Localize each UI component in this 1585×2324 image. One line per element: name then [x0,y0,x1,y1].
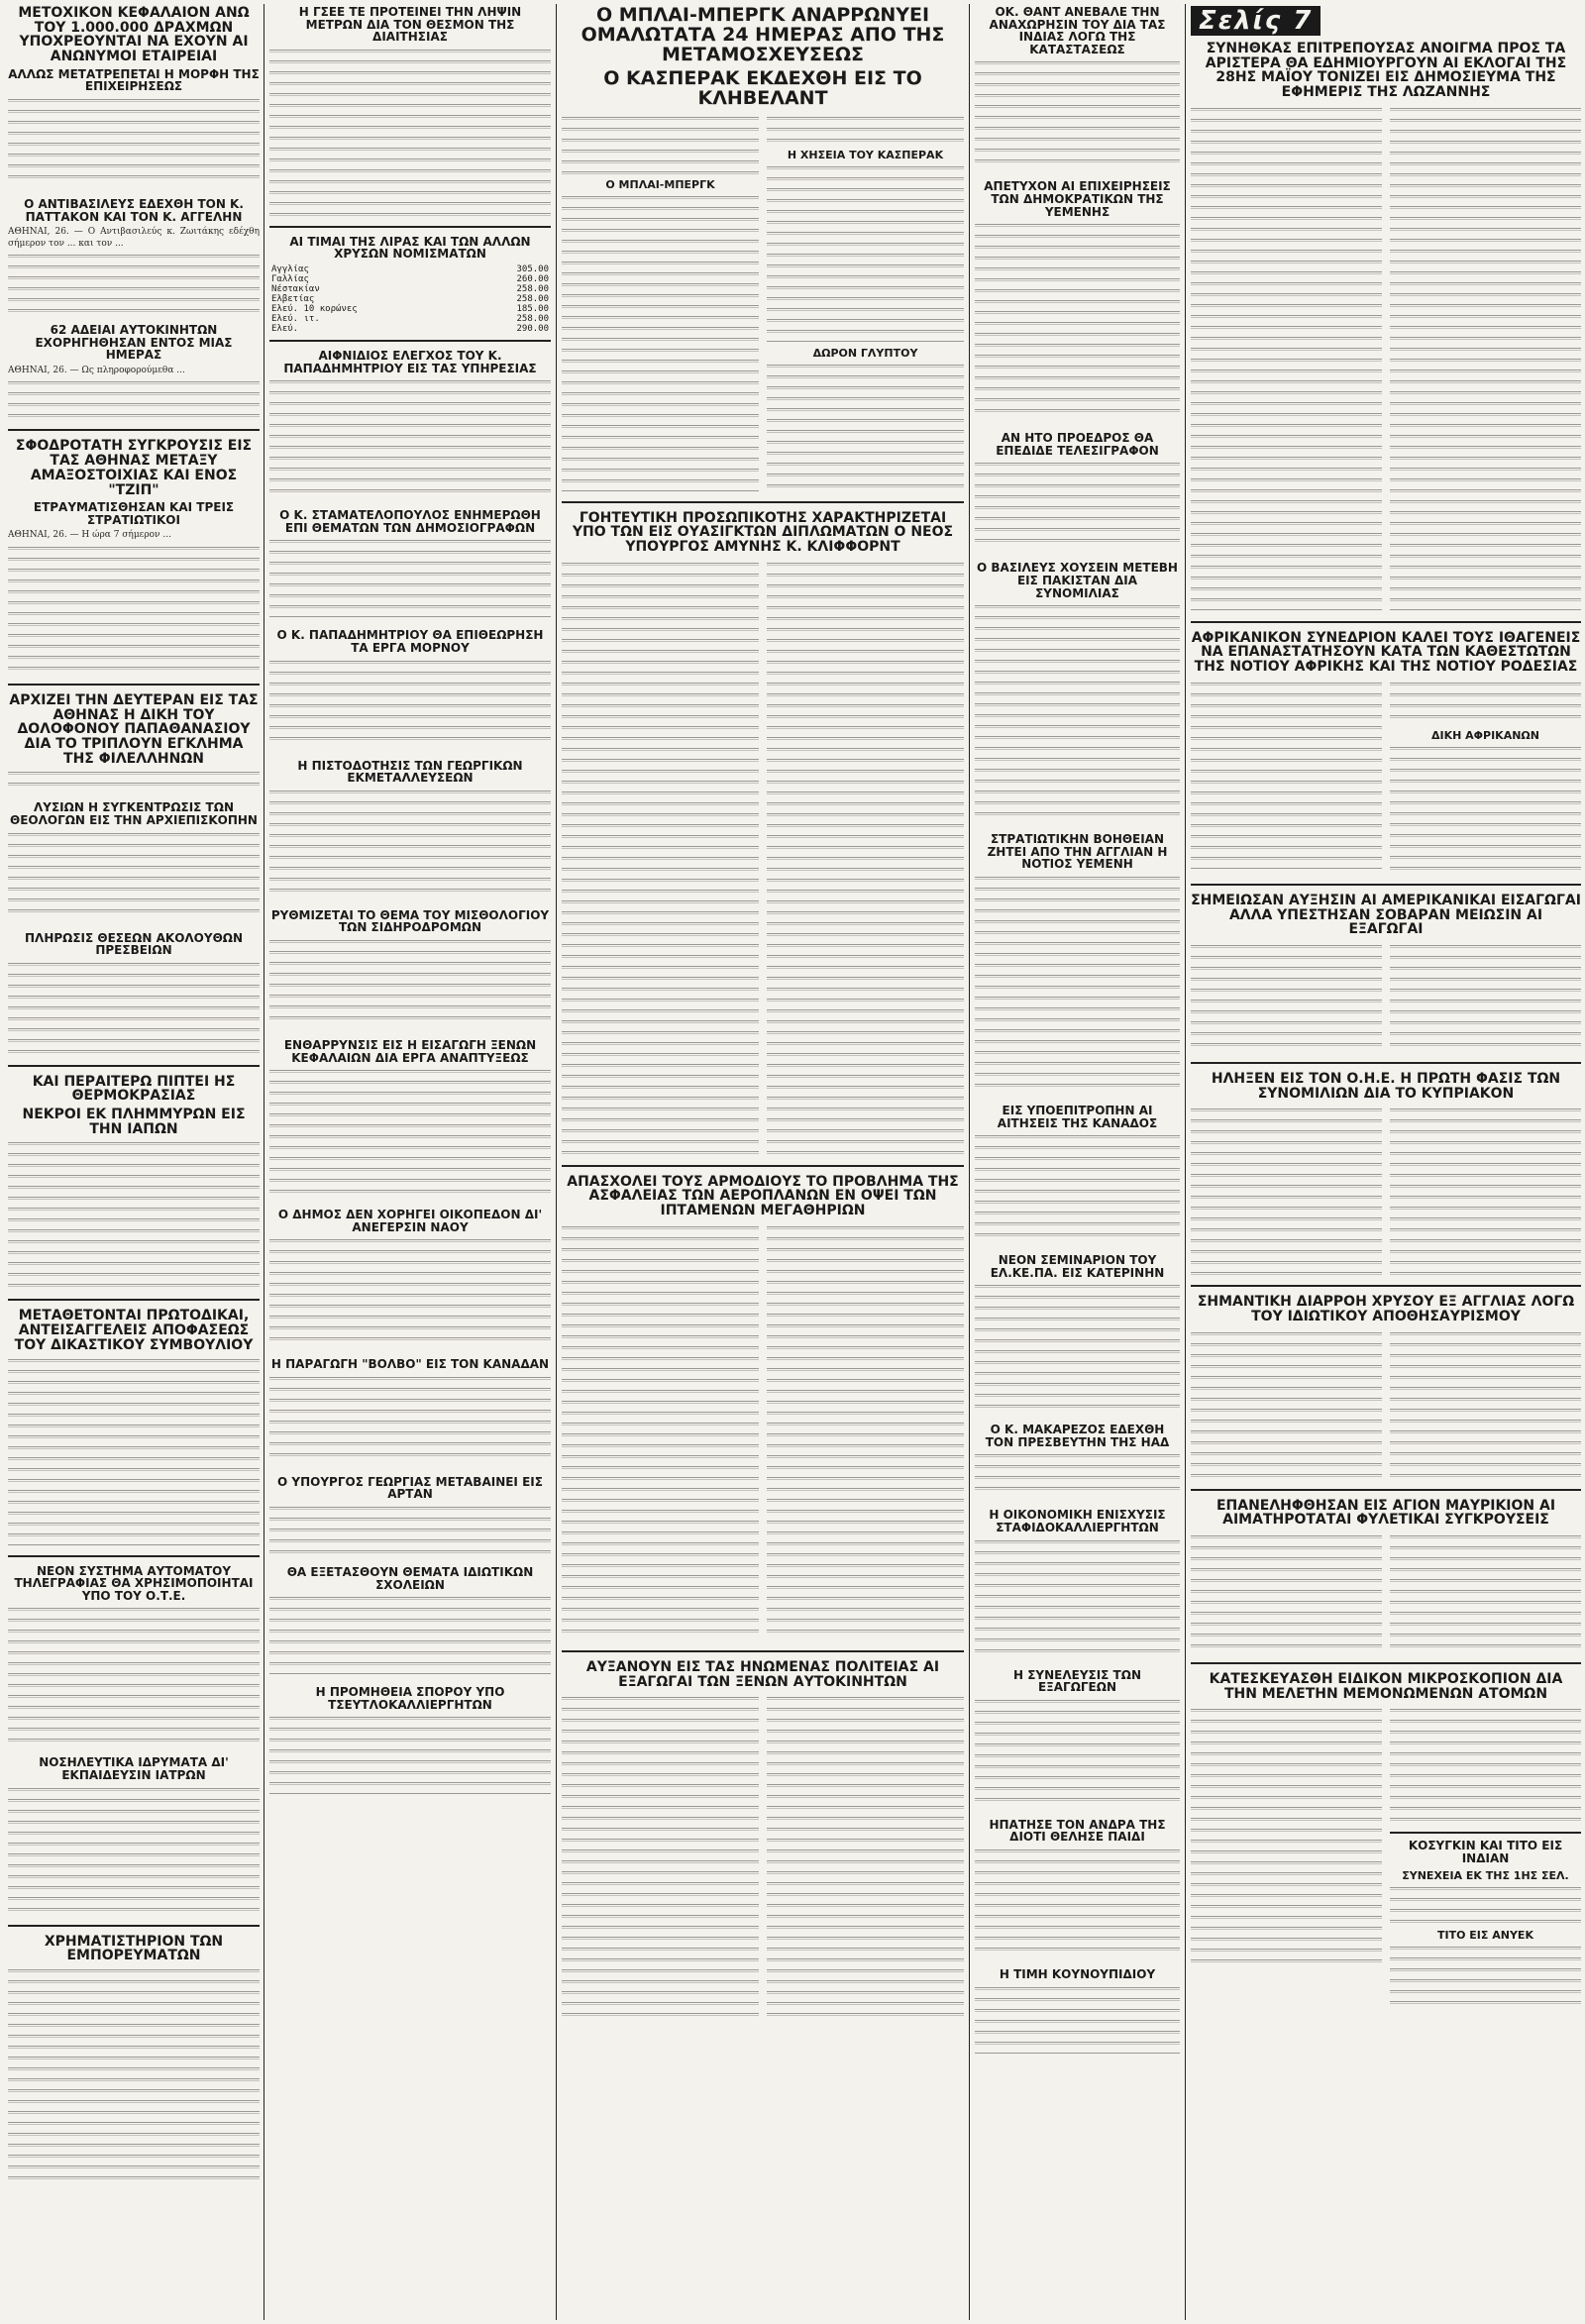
story-columns [562,559,964,1159]
story-column [767,1222,964,1644]
article-text [8,1357,260,1545]
section-subheading: Η ΧΗΣΕΙΑ ΤΟΥ ΚΑΣΠΕΡΑΚ [787,148,944,161]
story-elections [1191,40,1581,615]
subheadline: ΝΕΚΡΟΙ ΕΚ ΠΛΗΜΜΥΡΩΝ ΕΙΣ ΤΗΝ ΙΑΠΩΝ [22,1107,246,1137]
article-text [767,115,964,145]
headline: ΚΟΣΥΓΚΙΝ ΚΑΙ ΤΙΤΟ ΕΙΣ ΙΝΔΙΑΝ [1408,1839,1563,1865]
headline: ΑΥΞΑΝΟΥΝ ΕΙΣ ΤΑΣ ΗΝΩΜΕΝΑΣ ΠΟΛΙΤΕΙΑΣ ΑΙ ΕΞΑΓΩΓΑΙ ΤΩΝ ΞΕΝΩΝ ΑΥΤΟΚΙΝΗΤΩΝ [585,1658,940,1690]
story-columns [1191,679,1581,878]
article-text [269,1237,551,1346]
story-columns [562,1693,964,2026]
story-seminar [975,1252,1180,1416]
article-text [1390,1107,1581,1275]
article-text [1390,745,1581,874]
column-rule [969,4,970,2320]
column-1 [8,4,260,2320]
story-us-trade [1191,892,1581,1056]
article-lead: ΑΘΗΝΑΙ, 26. — Ως πληροφορούμεθα ... [8,365,185,375]
headline: Ο Κ. ΣΤΑΜΑΤΕΛΟΠΟΥΛΟΣ ΕΝΗΜΕΡΩΘΗ ΕΠΙ ΘΕΜΑΤΩΝ ΤΩΝ ΔΗΜΟΣΙΟΓΡΑΦΩΝ [279,508,541,535]
article-text [8,1786,260,1915]
headline: Η ΠΙΣΤΟΔΟΤΗΣΙΣ ΤΩΝ ΓΕΩΡΓΙΚΩΝ ΕΚΜΕΤΑΛΛΕΥΣΕΩΝ [297,758,523,786]
story-journalists [269,507,551,621]
gold-price-row [269,324,551,334]
article-text [8,1967,260,2185]
headline: ΜΕΤΑΘΕΤΟΝΤΑΙ ΠΡΩΤΟΔΙΚΑΙ, ΑΝΤΕΙΣΑΓΓΕΛΕΙΣ ΑΠΟΦΑΣΕΩΣ ΤΟΥ ΔΙΚΑΣΤΙΚΟΥ ΣΥΜΒΟΥΛΙΟΥ [14,1308,254,1353]
headline: ΡΥΘΜΙΖΕΤΑΙ ΤΟ ΘΕΜΑ ΤΟΥ ΜΙΣΘΟΛΟΓΙΟΥ ΤΩΝ ΣΙΔΗΡΟΔΡΟΜΩΝ [270,907,550,935]
story-column [562,1693,759,2026]
story-south-yemen [975,831,1180,1097]
coin-price: 258.00 [516,283,549,294]
story-columns [1191,941,1581,1056]
story-column [562,113,759,495]
divider [8,1299,260,1301]
article-text [269,538,551,617]
column-3 [562,4,964,2320]
gold-price-row [269,304,551,314]
article-text [1191,106,1382,611]
divider [8,1555,260,1557]
coin-name: Ελεύ. [271,323,299,334]
story-arta [269,1474,551,1558]
section-subheading: ΣΥΝΕΧΕΙΑ ΕΚ ΤΗΣ 1ΗΣ ΣΕΛ. [1402,1868,1569,1882]
article-text [975,222,1180,420]
story-column [1191,1705,1382,2007]
article-text [1191,1330,1382,1479]
story-gold-prices [269,234,551,334]
headline: Ο Κ. ΠΑΠΑΔΗΜΗΤΡΙΟΥ ΘΑ ΕΠΙΘΕΩΡΗΣΗ ΤΑ ΕΡΓΑ ΜΟΡΝΟΥ [276,628,544,655]
divider [269,340,551,342]
headline: ΑΦΡΙΚΑΝΙΚΟΝ ΣΥΝΕΔΡΙΟΝ ΚΑΛΕΙ ΤΟΥΣ ΙΘΑΓΕΝΕΙΣ ΝΑ ΕΠΑΝΑΣΤΑΤΗΣΟΥΝ ΚΑΤΑ ΤΩΝ ΚΑΘΕΣΤΩΤΩΝ ΤΗΣ ΝΟΤΙΟΥ ΑΦΡΙΚΗΣ ΚΑΙ ΤΗΣ ΝΟΤΙΟΥ ΡΟΔΕΣΙΑΣ [1191,629,1581,676]
coin-price: 185.00 [516,303,549,314]
story-columns [1191,104,1581,615]
article-text [1390,1533,1581,1652]
divider [8,1925,260,1927]
article-text [8,831,260,920]
page-number: Σελίς 7 [1191,6,1321,36]
article-text [1390,1945,1581,2004]
story-gold-drain [1191,1293,1581,1482]
headline: ΛΥΣΙΩΝ Η ΣΥΓΚΕΝΤΡΩΣΙΣ ΤΩΝ ΘΕΟΛΟΓΩΝ ΕΙΣ ΤΗΝ ΑΡΧΙΕΠΙΣΚΟΠΗΝ [10,800,258,827]
article-text [975,1698,1180,1807]
article-text [975,1283,1180,1412]
headline: ΠΛΗΡΩΣΙΣ ΘΕΣΕΩΝ ΑΚΟΛΟΥΘΩΝ ΠΡΕΣΒΕΙΩΝ [24,930,244,958]
article-text [8,770,260,790]
divider [562,1165,964,1167]
headline: Ο ΥΠΟΥΡΓΟΣ ΓΕΩΡΓΙΑΣ ΜΕΤΑΒΑΙΝΕΙ ΕΙΣ ΑΡΤΑΝ [277,1474,543,1502]
story-yemen [975,178,1180,424]
article-text [1390,1707,1581,1826]
headline: 62 ΑΔΕΙΑΙ ΑΥΤΟΚΙΝΗΤΩΝ ΕΧΟΡΗΓΗΘΗΣΑΝ ΕΝΤΟΣ ΜΙΑΣ ΗΜΕΡΑΣ [35,323,233,363]
story-hospitals [8,1754,260,1918]
article-text [269,659,551,748]
coin-price: 258.00 [516,313,549,324]
headline: ΚΑΙ ΠΕΡΑΙΤΕΡΩ ΠΙΠΤΕΙ ΗΣ ΘΕΡΜΟΚΡΑΣΙΑΣ [32,1073,236,1105]
story-clifford [562,509,964,1159]
article-lead: ΑΘΗΝΑΙ, 26. — Η ώρα 7 σήμερον ... [8,530,171,541]
story-car-imports [562,1658,964,2026]
story-columns [562,1222,964,1644]
story-capital [8,4,260,190]
story-columns [1191,1532,1581,1656]
headline: ΑΡΧΙΖΕΙ ΤΗΝ ΔΕΥΤΕΡΑΝ ΕΙΣ ΤΑΣ ΑΘΗΝΑΣ Η ΔΙΚΗ ΤΟΥ ΔΟΛΟΦΟΝΟΥ ΠΑΠΑΘΑΝΑΣΙΟΥ ΔΙΑ ΤΟ ΤΡΙΠΛΟΥΝ ΕΓΚΛΗΜΑ ΤΗΣ ΦΙΛΕΛΛΗΝΩΝ [9,691,259,767]
headline: ΘΑ ΕΞΕΤΑΣΘΟΥΝ ΘΕΜΑΤΑ ΙΔΙΩΤΙΚΩΝ ΣΧΟΛΕΙΩΝ [286,1565,534,1592]
story-columns [1191,1705,1581,2007]
article-text [562,561,759,1155]
article-text [1390,1885,1581,1925]
story-embassies [8,930,260,1059]
headline: ΗΛΗΞΕΝ ΕΙΣ ΤΟΝ Ο.Η.Ε. Η ΠΡΩΤΗ ΦΑΣΙΣ ΤΩΝ ΣΥΝΟΜΙΛΙΩΝ ΔΙΑ ΤΟ ΚΥΠΡΙΑΚΟΝ [1211,1070,1561,1102]
story-blaiberg [562,4,964,495]
headline: ΜΕΤΟΧΙΚΟΝ ΚΕΦΑΛΑΙΟΝ ΑΝΩ ΤΟΥ 1.000.000 ΔΡΑΧΜΩΝ ΥΠΟΧΡΕΟΥΝΤΑΙ ΝΑ ΕΧΟΥΝ ΑΙ ΑΝΩΝΥΜΟΙ ΕΤΑΙΡΕΙΑΙ [18,5,250,65]
coin-name: Ελβετίας [271,293,315,304]
divider [562,1650,964,1652]
headline: ΣΗΜΑΝΤΙΚΗ ΔΙΑΡΡΟΗ ΧΡΥΣΟΥ ΕΞ ΑΓΓΛΙΑΣ ΛΟΓΩ ΤΟΥ ΙΔΙΩΤΙΚΟΥ ΑΠΟΘΗΣΑΥΡΙΣΜΟΥ [1197,1294,1575,1324]
story-mornos [269,627,551,751]
section-subheading: ΤΙΤΟ ΕΙΣ ΑΝΥΕΚ [1437,1928,1533,1942]
story-trial [8,691,260,793]
story-column [767,559,964,1159]
gold-price-row [269,264,551,274]
headline: ΚΑΤΕΣΚΕΥΑΣΘΗ ΕΙΔΙΚΟΝ ΜΙΚΡΟΣΚΟΠΙΟΝ ΔΙΑ ΤΗΝ ΜΕΛΕΤΗΝ ΜΕΜΟΝΩΜΕΝΩΝ ΑΤΟΜΩΝ [1209,1671,1563,1702]
divider [8,1065,260,1067]
headline: Η ΟΙΚΟΝΟΜΙΚΗ ΕΝΙΣΧΥΣΙΣ ΣΤΑΦΙΔΟΚΑΛΛΙΕΡΓΗΤΩΝ [989,1508,1166,1535]
story-column [1191,1532,1382,1656]
article-text [269,1375,551,1464]
headline: ΣΥΝΗΘΚΑΣ ΕΠΙΤΡΕΠΟΥΣΑΣ ΑΝΟΙΓΜΑ ΠΡΟΣ ΤΑ ΑΡΙΣΤΕΡΑ ΘΑ ΕΔΗΜΙΟΥΡΓΟΥΝ ΑΙ ΕΚΛΟΓΑΙ ΤΗΣ 28ΗΣ ΜΑΪΟΥ ΤΟΝΙΖΕΙ ΕΙΣ ΔΗΜΟΣΙΕΥΜΑ ΤΗΣ ΕΦΗΜΕΡΙΣ ΤΗΣ ΛΩΖΑΝΝΗΣ [1205,41,1567,101]
article-text [562,1224,759,1640]
story-column [1191,941,1382,1056]
article-text [767,164,964,343]
story-column [562,559,759,1159]
headline: Η ΠΡΟΜΗΘΕΙΑ ΣΠΟΡΟΥ ΥΠΟ ΤΣΕΥΤΛΟΚΑΛΛΙΕΡΓΗΤΩΝ [315,1685,505,1712]
headline: ΕΙΣ ΥΠΟΕΠΙΤΡΟΠΗΝ ΑΙ ΑΙΤΗΣΕΙΣ ΤΗΣ ΚΑΝΑΔΟΣ [997,1103,1158,1130]
headline: Η ΣΥΝΕΛΕΥΣΙΣ ΤΩΝ ΕΞΑΓΩΓΕΩΝ [1013,1667,1141,1695]
story-column [1390,1328,1581,1483]
story-theologians [8,799,260,923]
story-judges [8,1307,260,1548]
headline: Η ΤΙΜΗ ΚΟΥΝΟΥΠΙΔΙΟΥ [999,1967,1156,1982]
story-column [767,113,964,495]
article-text [767,561,964,1155]
story-wife [975,1817,1180,1960]
story-column [767,1693,964,2026]
coin-name: Γαλλίας [271,273,309,284]
coin-name: Ελεύ. ιτ. [271,313,320,324]
story-makarezos [975,1422,1180,1501]
divider [1390,1832,1581,1834]
column-rule [1185,4,1186,2320]
section-subheading: ΔΩΡΟΝ ΓΛΥΠΤΟΥ [812,346,918,360]
subheadline: ΕΤΡΑΥΜΑΤΙΣΘΗΣΑΝ ΚΑΙ ΤΡΕΙΣ ΣΤΡΑΤΙΩΤΙΚΟΙ [33,500,235,527]
coin-name: Νέστακίαν [271,283,320,294]
headline: Ο Κ. ΜΑΚΑΡΕΖΟΣ ΕΔΕΧΘΗ ΤΟΝ ΠΡΕΣΒΕΥΤΗΝ ΤΗΣ ΗΑΔ [985,1423,1170,1449]
article-text [269,1595,551,1674]
story-railways [269,907,551,1031]
headline: Ο ΒΑΣΙΛΕΥΣ ΧΟΥΣΕΙΝ ΜΕΤΕΒΗ ΕΙΣ ΠΑΚΙΣΤΑΝ ΔΙΑ ΣΥΝΟΜΙΛΙΑΣ [977,561,1178,600]
story-gsee [269,4,551,220]
article-text [767,363,964,491]
article-text [269,378,551,497]
divider [1191,1062,1581,1064]
coin-price: 258.00 [516,293,549,304]
story-canada [975,1103,1180,1246]
divider [1191,884,1581,886]
article-text [975,603,1180,821]
article-text [562,115,759,174]
headline: ΑΙΦΝΙΔΙΟΣ ΕΛΕΓΧΟΣ ΤΟΥ Κ. ΠΑΠΑΔΗΜΗΤΡΙΟΥ ΕΙΣ ΤΑΣ ΥΠΗΡΕΣΙΑΣ [283,348,537,375]
article-text [269,48,551,216]
divider [1191,1489,1581,1491]
article-text [269,1068,551,1197]
gold-price-row [269,284,551,294]
headline: Ο ΜΠΛΑΙ-ΜΠΕΡΓΚ ΑΝΑΡΡΩΝΥΕΙ ΟΜΑΛΩΤΑΤΑ 24 ΗΜΕΡΑΣ ΑΠΟ ΤΗΣ ΜΕΤΑΜΟΣΧΕΥΣΕΩΣ [581,4,945,65]
headline: ΑΝ ΗΤΟ ΠΡΟΕΔΡΟΣ ΘΑ ΕΠΕΔΙΔΕ ΤΕΛΕΣΙΓΡΑΦΟΝ [996,431,1159,458]
article-text [975,1848,1180,1956]
newspaper-page [8,4,1581,2320]
headline: ΓΟΗΤΕΥΤΙΚΗ ΠΡΟΣΩΠΙΚΟΤΗΣ ΧΑΡΑΚΤΗΡΙΖΕΤΑΙ ΥΠΟ ΤΩΝ ΕΙΣ ΟΥΑΣΙΓΚΤΩΝ ΔΙΠΛΩΜΑΤΩΝ Ο ΝΕΟΣ ΥΠΟΥΡΓΟΣ ΑΜΥΝΗΣ Κ. ΚΛΙΦΦΟΡΝΤ [572,509,954,556]
article-text [8,1140,260,1289]
article-text [1390,943,1581,1052]
story-commodities [8,1933,260,2189]
article-text [8,97,260,186]
headline: ΧΡΗΜΑΤΙΣΤΗΡΙΟΝ ΤΩΝ ΕΜΠΟΡΕΥΜΑΤΩΝ [44,1933,224,1964]
story-hussein [975,560,1180,825]
story-raisins [975,1507,1180,1660]
article-text [1191,1707,1382,1964]
headline: Ο ΔΗΜΟΣ ΔΕΝ ΧΟΡΗΓΕΙ ΟΙΚΟΠΕΔΟΝ ΔΙ' ΑΝΕΓΕΡΣΙΝ ΝΑΟΥ [277,1208,543,1234]
story-column [1390,679,1581,878]
story-column [1191,679,1382,878]
section-subheading: Ο ΜΠΛΑΙ-ΜΠΕΡΓΚ [605,177,715,191]
article-text [1191,1107,1382,1275]
article-text [8,253,260,312]
headline: ΕΠΑΝΕΛΗΦΘΗΣΑΝ ΕΙΣ ΑΓΙΟΝ ΜΑΥΡΙΚΙΟΝ ΑΙ ΑΙΜΑΤΗΡΟΤΑΤΑΙ ΦΥΛΕΤΙΚΑΙ ΣΥΓΚΡΟΥΣΕΙΣ [1215,1497,1556,1529]
article-text [269,938,551,1027]
story-regent [8,196,260,316]
story-columns [1191,1105,1581,1279]
article-text [562,1695,759,2022]
story-president [975,430,1180,554]
headline: Ο ΑΝΤΙΒΑΣΙΛΕΥΣ ΕΔΕΧΘΗ ΤΟΝ Κ. ΠΑΤΤΑΚΟΝ ΚΑΙ ΤΟΝ Κ. ΑΓΓΕΛΗΝ [24,196,244,224]
gold-price-row [269,274,551,284]
story-column [1191,1328,1382,1483]
headline: ΑΠΕΤΥΧΟΝ ΑΙ ΕΠΙΧΕΙΡΗΣΕΙΣ ΤΩΝ ΔΗΜΟΚΡΑΤΙΚΩΝ ΤΗΣ ΥΕΜΕΝΗΣ [984,179,1171,219]
headline: ΣΦΟΔΡΟΤΑΤΗ ΣΥΓΚΡΟΥΣΙΣ ΕΙΣ ΤΑΣ ΑΘΗΝΑΣ ΜΕΤΑΞΥ ΑΜΑΞΟΣΤΟΙΧΙΑΣ ΚΑΙ ΕΝΟΣ "ΤΖΙΠ" [15,438,253,498]
headline: ΗΠΑΤΗΣΕ ΤΟΝ ΑΝΔΡΑ ΤΗΣ ΔΙΟΤΙ ΘΕΛΗΣΕ ΠΑΙΔΙ [989,1817,1166,1845]
headline: ΑΙ ΤΙΜΑΙ ΤΗΣ ΛΙΡΑΣ ΚΑΙ ΤΩΝ ΑΛΛΩΝ ΧΡΥΣΩΝ ΝΟΜΙΣΜΑΤΩΝ [289,234,531,262]
coin-price: 290.00 [516,323,549,334]
subheadline: Ο ΚΑΣΠΕΡΑΚ ΕΚΔΕΧΘΗ ΕΙΣ ΤΟ ΚΛΗΒΕΛΑΝΤ [603,66,922,109]
story-thant [975,4,1180,172]
story-microscope [1191,1670,1581,2008]
headline: ΝΕΟΝ ΣΥΣΤΗΜΑ ΑΥΤΟΜΑΤΟΥ ΤΗΛΕΓΡΑΦΙΑΣ ΘΑ ΧΡΗΣΙΜΟΠΟΙΗΤΑΙ ΥΠΟ ΤΟΥ Ο.Τ.Ε. [14,1563,254,1603]
article-text [269,1715,551,1794]
section-subheading: ΔΙΚΗ ΑΦΡΙΚΑΝΩΝ [1431,728,1539,742]
article-text [975,461,1180,550]
story-column [1390,1705,1581,2007]
article-text [1191,1533,1382,1652]
story-telegraph [8,1563,260,1749]
article-text [8,379,260,419]
article-text [975,1133,1180,1242]
article-text [8,545,260,674]
story-column [562,1222,759,1644]
article-text [975,59,1180,168]
story-cyprus [1191,1070,1581,1279]
story-car-permits [8,322,260,423]
headline: ΑΠΑΣΧΟΛΕΙ ΤΟΥΣ ΑΡΜΟΔΙΟΥΣ ΤΟ ΠΡΟΒΛΗΜΑ ΤΗΣ ΑΣΦΑΛΕΙΑΣ ΤΩΝ ΑΕΡΟΠΛΑΝΩΝ ΕΝ ΟΨΕΙ ΤΩΝ ΙΠΤΑΜΕΝΩΝ ΜΕΓΑΘΗΡΙΩΝ [567,1173,959,1219]
story-exporters [975,1667,1180,1811]
coin-name: Ελεύ. 10 κορώνες [271,303,358,314]
article-text [1390,681,1581,725]
headline: Η ΓΣΕΕ ΤΕ ΠΡΟΤΕΙΝΕΙ ΤΗΝ ΛΗΨΙΝ ΜΕΤΡΩΝ ΔΙΑ ΤΟΝ ΘΕΣΜΟΝ ΤΗΣ ΔΙΑΙΤΗΣΙΑΣ [298,5,522,45]
divider [562,501,964,503]
gold-price-row [269,314,551,324]
divider [1191,1662,1581,1664]
story-church-plot [269,1207,551,1350]
coin-name: Αγγλίας [271,264,309,274]
article-text [562,194,759,491]
story-temperature [8,1073,260,1294]
story-private-schools [269,1564,551,1678]
article-text [975,875,1180,1093]
story-column [1390,104,1581,615]
article-text [975,1538,1180,1657]
column-rule [556,4,557,2320]
article-text [1390,106,1581,611]
article-text [975,1452,1180,1497]
gold-price-row [269,294,551,304]
article-text [975,1985,1180,2055]
story-columns [1191,1328,1581,1483]
story-agri-credit [269,758,551,901]
divider [269,226,551,228]
column-5 [1191,4,1581,2320]
coin-price: 305.00 [516,264,549,274]
headline: ΣΤΡΑΤΙΩΤΙΚΗΝ ΒΟΗΘΕΙΑΝ ΖΗΤΕΙ ΑΠΟ ΤΗΝ ΑΓΓΛΙΑΝ Η ΝΟΤΙΟΣ ΥΕΜΕΝΗ [987,832,1168,872]
story-column [1390,1532,1581,1656]
story-seeds [269,1684,551,1798]
page-label [1191,6,1581,36]
story-collision [8,437,260,677]
headline: ΝΕΟΝ ΣΕΜΙΝΑΡΙΟΝ ΤΟΥ ΕΛ.ΚΕ.ΠΑ. ΕΙΣ ΚΑΤΕΡΙΝΗΝ [990,1253,1165,1280]
headline: ΟΚ. ΘΑΝΤ ΑΝΕΒΑΛΕ ΤΗΝ ΑΝΑΧΩΡΗΣΙΝ ΤΟΥ ΔΙΑ ΤΑΣ ΙΝΔΙΑΣ ΛΟΓΩ ΤΗΣ ΚΑΤΑΣΤΑΣΕΩΣ [989,5,1166,56]
story-mauritius [1191,1497,1581,1656]
article-text [8,1606,260,1744]
article-text [767,1695,964,2022]
column-2 [269,4,551,2320]
headline: ΣΗΜΕΙΩΣΑΝ ΑΥΞΗΣΙΝ ΑΙ ΑΜΕΡΙΚΑΝΙΚΑΙ ΕΙΣΑΓΩΓΑΙ ΑΛΛΑ ΥΠΕΣΤΗΣΑΝ ΣΟΒΑΡΑΝ ΜΕΙΩΣΙΝ ΑΙ ΕΞΑΓΩΓΑΙ [1191,892,1581,938]
story-foreign-capital [269,1037,551,1201]
story-columns [562,113,964,495]
article-text [8,961,260,1055]
article-text [1191,943,1382,1052]
story-column [1390,941,1581,1056]
story-column [1191,1105,1382,1279]
gold-price-table [269,264,551,334]
headline: ΕΝΘΑΡΡΥΝΣΙΣ ΕΙΣ Η ΕΙΣΑΓΩΓΗ ΞΕΝΩΝ ΚΕΦΑΛΑΙΩΝ ΔΙΑ ΕΡΓΑ ΑΝΑΠΤΥΞΕΩΣ [283,1037,537,1065]
story-aviation [562,1173,964,1644]
divider [8,684,260,686]
coin-price: 260.00 [516,273,549,284]
article-text [269,789,551,898]
story-volvo [269,1356,551,1468]
divider [1191,621,1581,623]
column-4 [975,4,1180,2320]
story-column [1390,1105,1581,1279]
article-text [269,1505,551,1554]
story-column [1191,104,1382,615]
article-text [1191,681,1382,869]
story-african-congress [1191,629,1581,878]
headline: Η ΠΑΡΑΓΩΓΗ "ΒΟΛΒΟ" ΕΙΣ ΤΟΝ ΚΑΝΑΔΑΝ [270,1357,550,1372]
divider [8,429,260,431]
story-cauliflower [975,1966,1180,2059]
story-inspection [269,348,551,501]
article-text [767,1224,964,1640]
headline: ΝΟΣΗΛΕΥΤΙΚΑ ΙΔΡΥΜΑΤΑ ΔΙ' ΕΚΠΑΙΔΕΥΣΙΝ ΙΑΤΡΩΝ [39,1755,229,1782]
article-lead: ΑΘΗΝΑΙ, 26. — Ο Αντιβασιλεύς κ. Ζωιτάκης εδέχθη σήμερον τον ... και τον ... [8,227,260,249]
subheadline: ΑΛΛΩΣ ΜΕΤΑΤΡΕΠΕΤΑΙ Η ΜΟΡΦΗ ΤΗΣ ΕΠΙΧΕΙΡΗΣΕΩΣ [8,66,260,94]
article-text [1390,1330,1581,1479]
divider [1191,1285,1581,1287]
